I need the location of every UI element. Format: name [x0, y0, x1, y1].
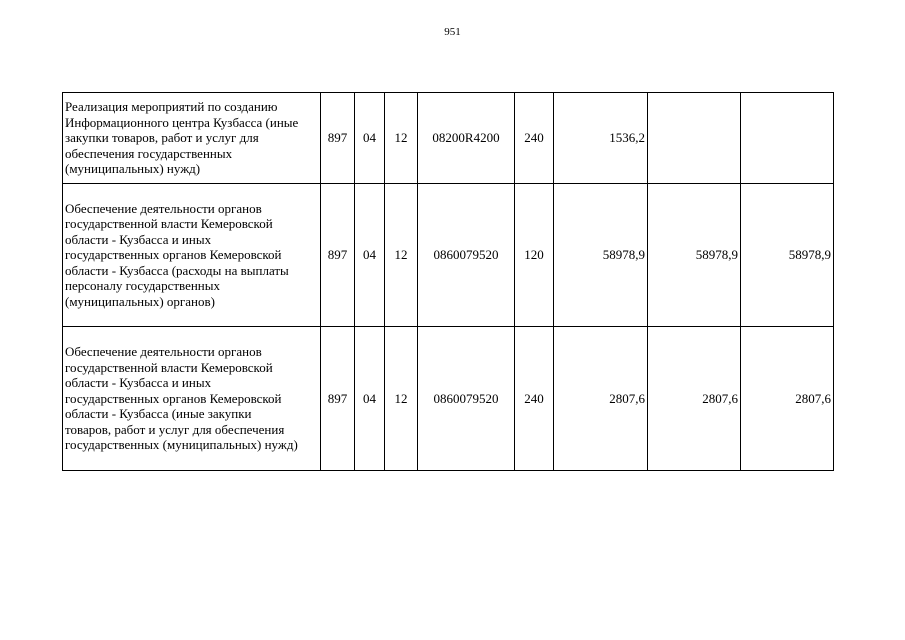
target-article-code: 0860079520	[418, 327, 515, 471]
subsection-code: 12	[385, 93, 418, 184]
ministry-code: 897	[321, 327, 355, 471]
expense-type-code: 240	[515, 93, 554, 184]
table-row	[63, 93, 834, 184]
sum-year-1: 1536,2	[554, 93, 648, 184]
expense-type-code: 120	[515, 184, 554, 327]
sum-year-2: 2807,6	[648, 327, 741, 471]
table-row	[63, 327, 834, 471]
sum-year-2: 58978,9	[648, 184, 741, 327]
expense-type-code: 240	[515, 327, 554, 471]
sum-year-2	[648, 93, 741, 184]
row-description: Реализация мероприятий по созданию Информационного центра Кузбасса (иные закупки товаров, работ и услуг для обеспечения государственных (муниципальных) нужд)	[63, 93, 321, 184]
sum-year-3: 58978,9	[741, 184, 834, 327]
sum-year-3	[741, 93, 834, 184]
ministry-code: 897	[321, 184, 355, 327]
budget-table	[62, 92, 834, 471]
sum-year-3: 2807,6	[741, 327, 834, 471]
section-code: 04	[355, 327, 385, 471]
section-code: 04	[355, 184, 385, 327]
subsection-code: 12	[385, 184, 418, 327]
section-code: 04	[355, 93, 385, 184]
table-row	[63, 184, 834, 327]
target-article-code: 0860079520	[418, 184, 515, 327]
target-article-code: 08200R4200	[418, 93, 515, 184]
sum-year-1: 2807,6	[554, 327, 648, 471]
row-description: Обеспечение деятельности органов государственной власти Кемеровской области - Кузбасса и иных государственных органов Кемеровской области - Кузбасса (расходы на выплаты персоналу государственных (муниципальных) органов)	[63, 184, 321, 327]
row-description: Обеспечение деятельности органов государственной власти Кемеровской области - Кузбасса и иных государственных органов Кемеровской области - Кузбасса (иные закупки товаров, работ и услуг для обеспечения государственных (муниципальных) нужд)	[63, 327, 321, 471]
ministry-code: 897	[321, 93, 355, 184]
subsection-code: 12	[385, 327, 418, 471]
page-number: 951	[444, 26, 461, 38]
sum-year-1: 58978,9	[554, 184, 648, 327]
